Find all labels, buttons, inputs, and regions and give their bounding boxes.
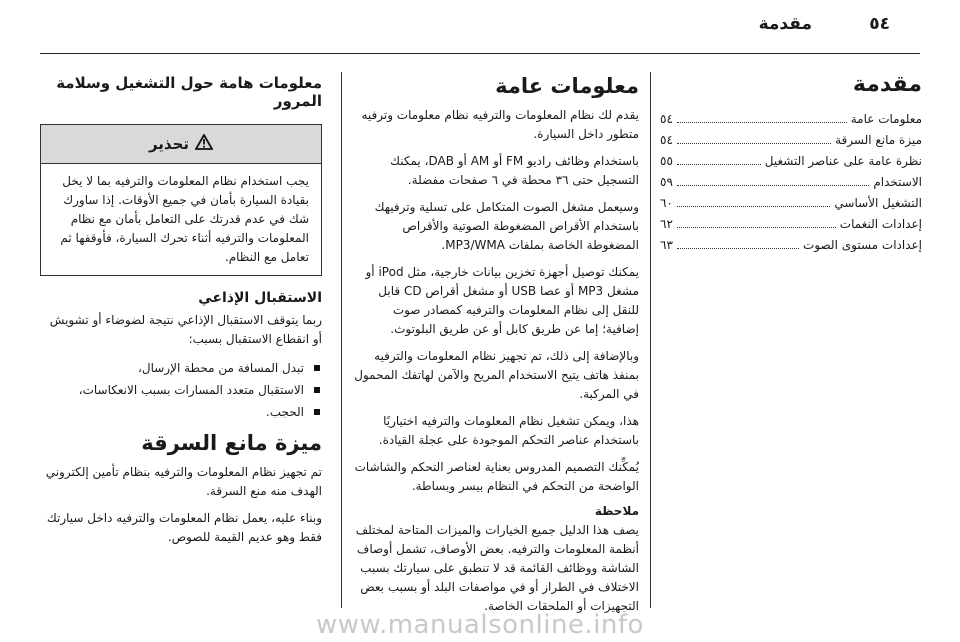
general-paragraph: هذا، ويمكن تشغيل نظام المعلومات والترفيه اختياريًا باستخدام عناصر التحكم الموجودة على عجلة القيادة.	[378, 414, 639, 447]
intro-heading: مقدمة	[852, 72, 922, 97]
toc-item[interactable]: معلومات عامة ٥٤	[660, 112, 922, 126]
general-info-heading: معلومات عامة	[495, 74, 639, 98]
note-text: يصف هذا الدليل جميع الخيارات والميزات المتاحة لمختلف أنظمة المعلومات والترفيه. بعض الأوصاف، تشمل أوصاف الشاشة ووظائف القائمة قد لا تنطبق على سيارتك بسبب الاختلاف في الطراز أو في مواصفات البلد أو بسبب بعض التجهيزات أو الملحقات الخاصة.	[355, 523, 639, 613]
warning-text: يجب استخدام نظام المعلومات والترفيه بما لا يخل بقيادة السيارة بأمان في جميع الأوقات. إذا ساورك شك في عدم قدرتك على التعامل بأمان مع نظام المعلومات والترفيه أثناء تحرك السيارة، فأوقفها ثم تعامل مع النظام.	[60, 174, 309, 264]
general-paragraph: وبالإضافة إلى ذلك، تم تجهيز نظام المعلومات والترفيه بمنفذ هاتف يتيح الاستخدام المريح والآمن لهاتفك المحمول في المركبة.	[354, 349, 639, 401]
safety-heading: معلومات هامة حول التشغيل وسلامة المرور	[56, 74, 322, 110]
radio-intro: ربما يتوقف الاستقبال الإذاعي نتيجة لضوضاء أو تشويش أو انقطاع الاستقبال بسبب:	[49, 313, 322, 346]
list-item: الحجب.	[40, 401, 322, 423]
radio-reception-heading: الاستقبال الإذاعي	[198, 290, 322, 306]
general-paragraph: يُمكِّنك التصميم المدروس بعناية لعناصر التحكم والشاشات الواضحة من التحكم في النظام بيسر وبساطة.	[354, 460, 639, 493]
warning-triangle-icon	[195, 134, 213, 154]
list-item: تبدل المسافة من محطة الإرسال،	[40, 357, 322, 379]
toc-item[interactable]: الاستخدام ٥٩	[660, 175, 922, 189]
toc-item[interactable]: نظرة عامة على عناصر التشغيل ٥٥	[660, 154, 922, 168]
table-of-contents	[660, 109, 922, 256]
note-title: ملاحظة	[594, 504, 639, 518]
toc-item[interactable]: إعدادات مستوى الصوت ٦٣	[660, 238, 922, 252]
list-item: الاستقبال متعدد المسارات بسبب الانعكاسات،	[40, 379, 322, 401]
general-paragraph: يمكنك توصيل أجهزة تخزين بيانات خارجية، مثل iPod أو مشغل MP3 أو عصا USB أو مشغل أقراص CD قابل للنقل إلى نظام المعلومات والترفيه كمصادر صوت إضافية؛ إما عن طريق كابل أو عن طريق البلوتوث.	[365, 265, 639, 336]
toc-item[interactable]: ميزة مانع السرقة ٥٤	[660, 133, 922, 147]
general-info-column	[353, 72, 639, 624]
intro-column	[660, 72, 922, 256]
column-divider	[650, 72, 651, 608]
column-divider	[341, 72, 342, 608]
page-number: ٥٤	[869, 14, 890, 34]
safety-column	[40, 72, 322, 555]
general-paragraph: وسيعمل مشغل الصوت المتكامل على تسلية وترفيهك باستخدام الأقراص المضغوطة الصوتية والأقراص المضغوطة الخاصة بملفات MP3/WMA.	[374, 200, 639, 252]
toc-item[interactable]: إعدادات النغمات ٦٢	[660, 217, 922, 231]
warning-box	[40, 124, 322, 276]
radio-causes-list	[40, 357, 322, 423]
antitheft-heading: ميزة مانع السرقة	[141, 431, 322, 455]
warning-title: تحذير	[148, 135, 190, 153]
general-paragraph: يقدم لك نظام المعلومات والترفيه نظام معلومات وترفيه متطور داخل السيارة.	[361, 108, 639, 141]
general-paragraph: باستخدام وظائف راديو FM أو AM أو DAB، يمكنك التسجيل حتى ٣٦ محطة في ٦ صفحات مفضلة.	[390, 154, 639, 187]
warning-body	[41, 164, 321, 275]
header-title: مقدمة	[758, 14, 812, 34]
warning-header	[41, 125, 321, 164]
antitheft-paragraph: وبناء عليه، يعمل نظام المعلومات والترفيه داخل سيارتك فقط وهو عديم القيمة للصوص.	[46, 511, 322, 544]
antitheft-paragraph: تم تجهيز نظام المعلومات والترفيه بنظام تأمين إلكتروني الهدف منه منع السرقة.	[45, 465, 322, 498]
toc-item[interactable]: التشغيل الأساسي ٦٠	[660, 196, 922, 210]
watermark: www.manualsonline.info	[316, 610, 644, 640]
page-header	[70, 14, 890, 42]
header-rule	[40, 53, 920, 54]
